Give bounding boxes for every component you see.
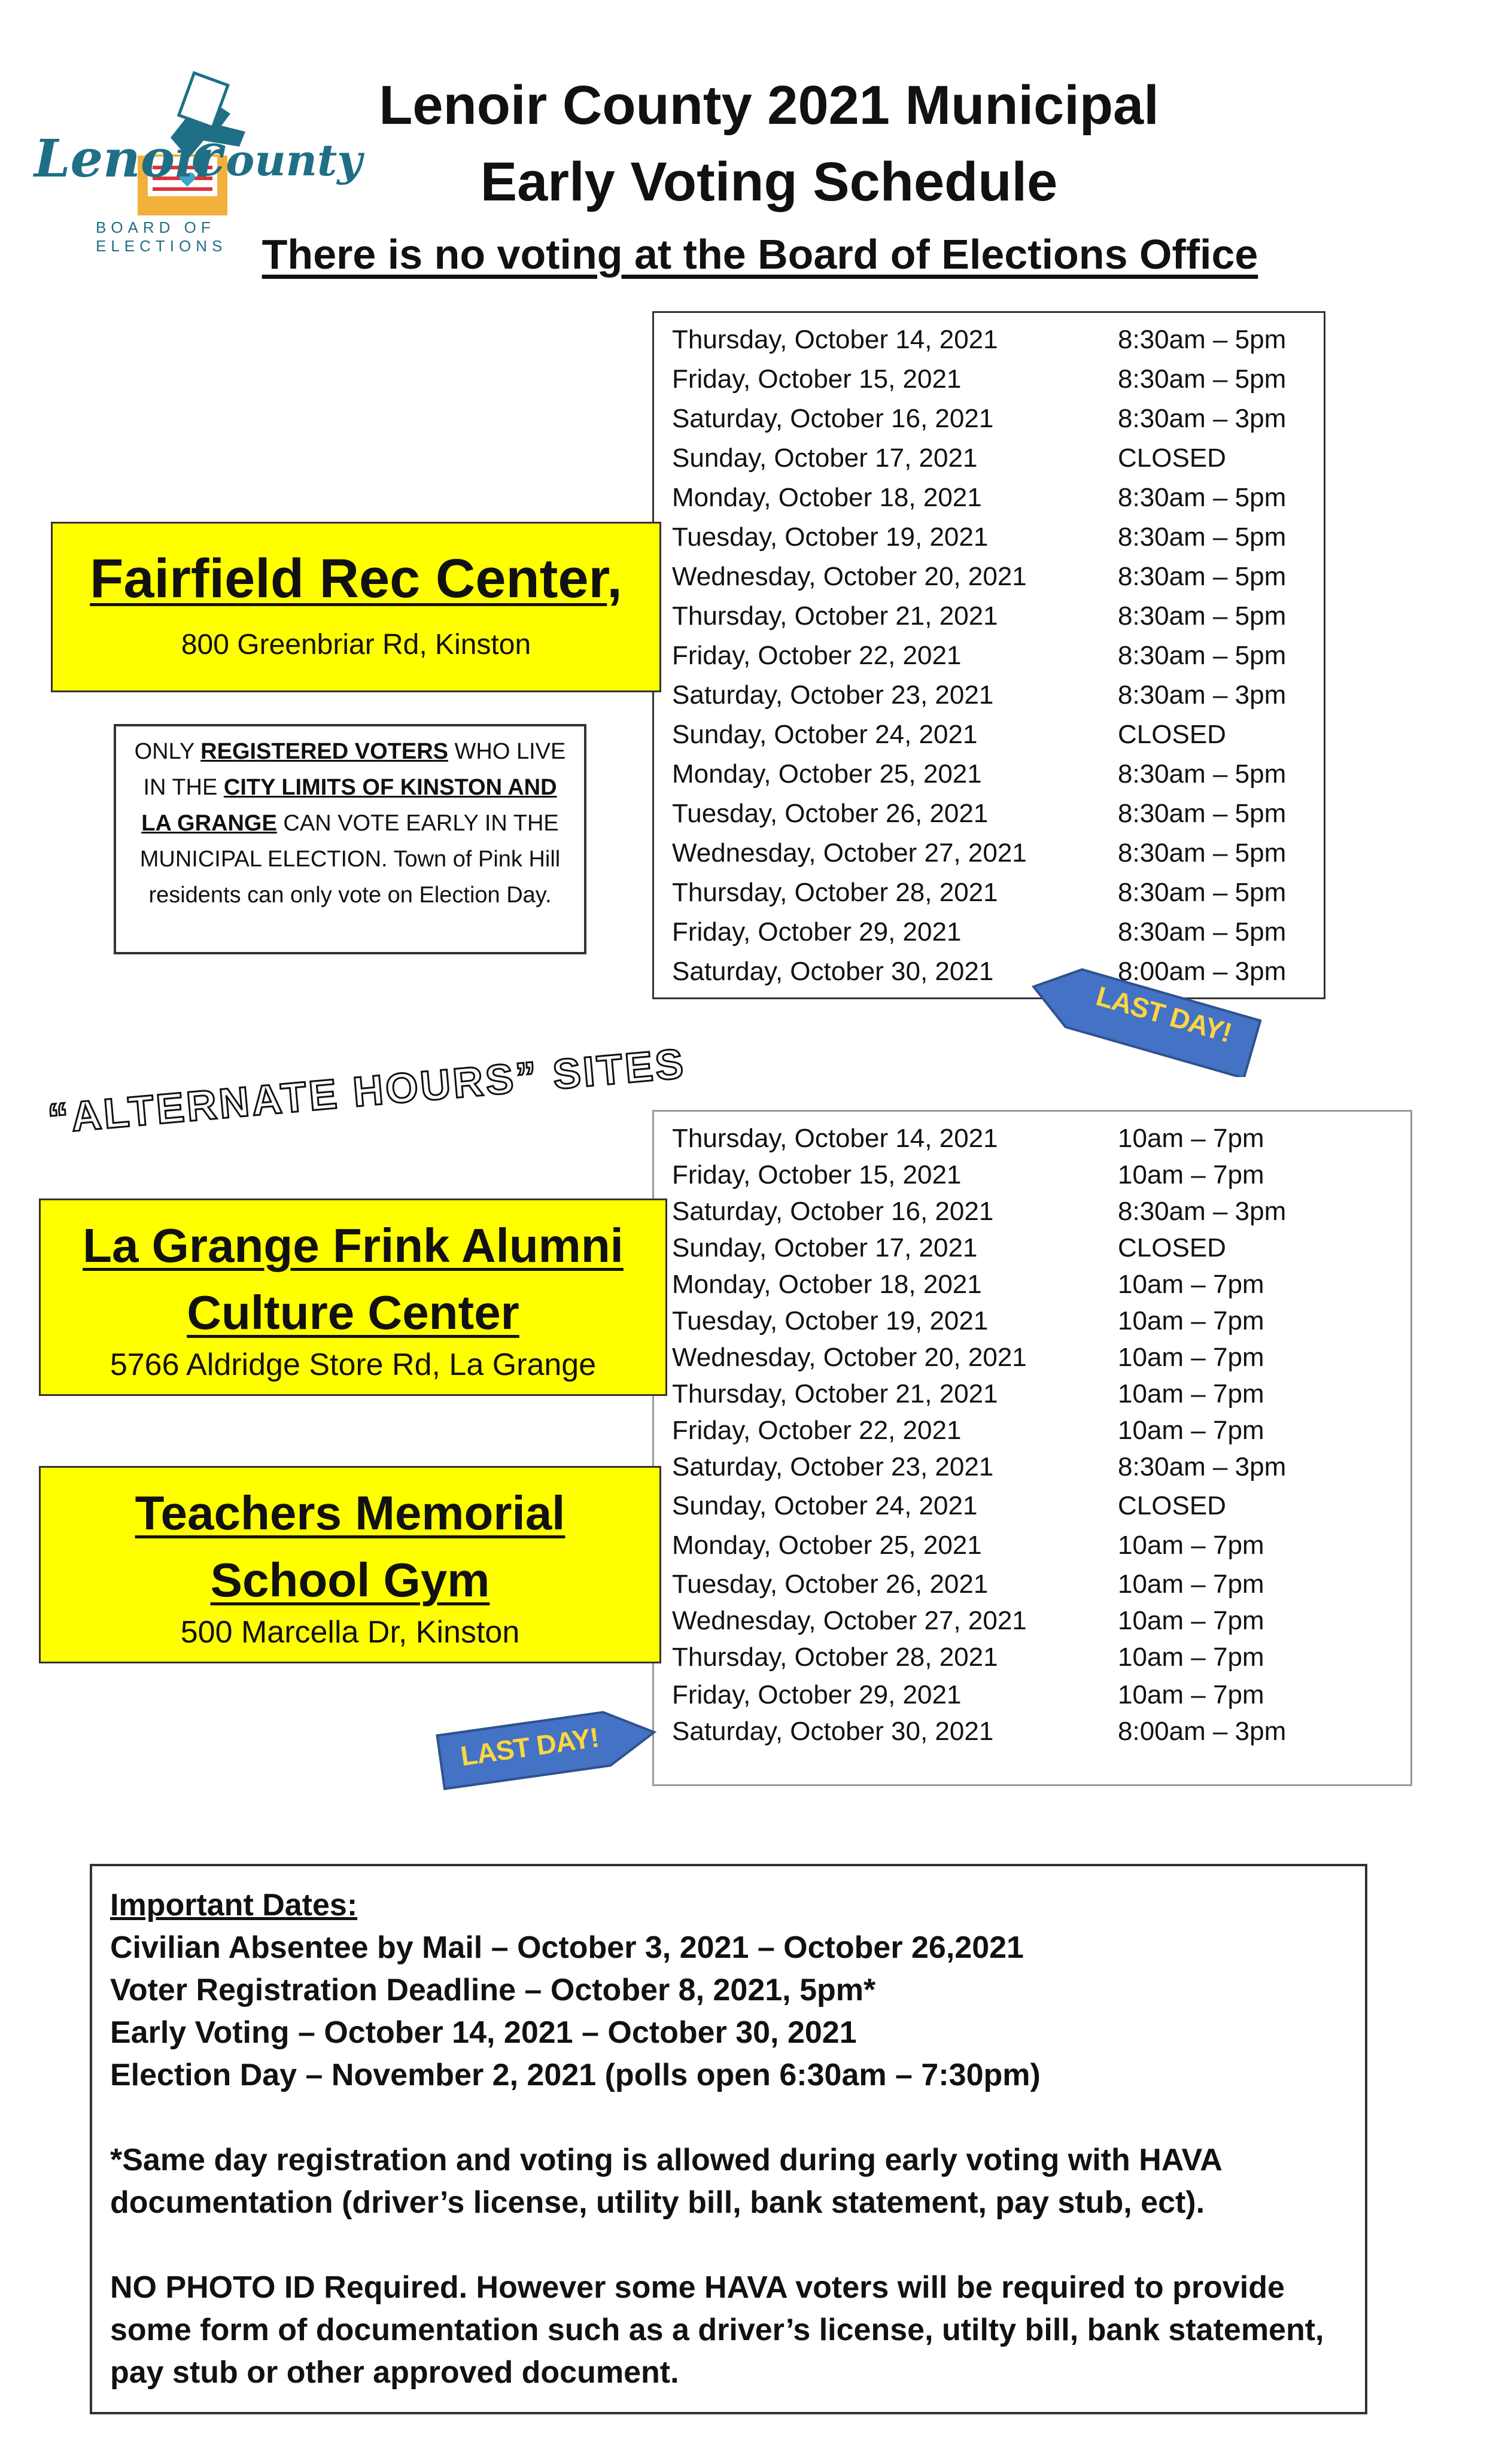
site-fairfield-name: Fairfield Rec Center: [90, 548, 607, 609]
site-lagrange: [39, 1198, 667, 1396]
logo-tagline: BOARD OF ELECTIONS: [96, 218, 227, 255]
site-fairfield-comma: ,: [607, 548, 622, 609]
important-line-registration: Voter Registration Deadline – October 8, 2021, 5pm*: [110, 1973, 876, 2007]
important-line-early-voting: Early Voting – October 14, 2021 – October 30, 2021: [110, 2015, 857, 2050]
site-fairfield-address: 800 Greenbriar Rd, Kinston: [181, 629, 531, 661]
last-day-label-2: LAST DAY!: [458, 1721, 601, 1772]
site-lagrange-name-line1: La Grange Frink Alumni: [83, 1219, 624, 1272]
site-lagrange-name-line2: Culture Center: [187, 1286, 519, 1339]
site-teachers-address: 500 Marcella Dr, Kinston: [180, 1615, 520, 1650]
site-teachers-name-line1: Teachers Memorial: [135, 1486, 565, 1540]
page-subtitle: There is no voting at the Board of Elections Office: [262, 231, 1258, 278]
last-day-label-1: LAST DAY!: [1093, 980, 1235, 1048]
site-fairfield: [51, 522, 661, 692]
important-dates-box: [90, 1864, 1367, 2414]
logo-county-text: County: [191, 135, 363, 185]
notice-city-limits: CITY LIMITS OF KINSTON AND LA GRANGE: [141, 775, 557, 836]
last-day-arrow-1: [1005, 957, 1275, 1077]
important-photo-id: NO PHOTO ID Required. However some HAVA voters will be required to provide some form of documentation such as a driver’s license, utilty bill, bank statement, pay stub or other approved document.: [110, 2270, 1324, 2390]
site-teachers-name-line2: School Gym: [210, 1553, 490, 1607]
important-same-day-registration: *Same day registration and voting is allowed during early voting with HAVA documentation (driver’s license, utility bill, bank statement, pay stub, ect).: [110, 2143, 1221, 2220]
notice-registered-voters: REGISTERED VOTERS: [200, 739, 448, 764]
last-day-arrow-2: [428, 1693, 667, 1801]
page-title-line2: Early Voting Schedule: [480, 151, 1058, 212]
eligibility-notice: ONLY REGISTERED VOTERS WHO LIVE IN THE CITY LIMITS OF KINSTON AND LA GRANGE CAN VOTE EARLY IN THE MUNICIPAL ELECTION. Town of Pink Hill residents can only vote on Election Day.: [114, 724, 586, 954]
lenoir-county-logo: [33, 66, 363, 255]
site-teachers: [39, 1466, 661, 1663]
schedule-fairfield: Thursday, October 14, 2021 8:30am – 5pm Friday, October 15, 2021 8:30am – 5pm Saturday, October 16, 2021 8:30am – 3pm Sunday, October 17, 2021 CLOSED Monday, October 18, 2021 8:30am – 5pm Tuesday, October 19, 2021 8:30am – 5pm Wednesday, October 20, 2021 8:30am – 5pm Thursday, October 21, 2021 8:30am – 5pm Friday, October 22, 2021 8:30am – 5pm Saturday, October 23, 2021 8:30am – 3pm Sunday, October 24, 2021 CLOSED Monday, October 25, 2021 8:30am – 5pm Tuesday, October 26, 2021 8:30am – 5pm Wednesday, October 27, 2021 8:30am – 5pm Thursday, October 28, 2021 8:30am – 5pm Friday, October 29, 2021 8:30am – 5pm Saturday, October 30, 2021 8:00am – 3pm: [652, 311, 1325, 999]
page-title-line1: Lenoir County 2021 Municipal: [379, 75, 1159, 136]
logo-lenoir-text: Lenoir: [34, 129, 222, 189]
important-heading: Important Dates:: [110, 1888, 358, 1922]
important-line-absentee: Civilian Absentee by Mail – October 3, 2021 – October 26,2021: [110, 1930, 1024, 1965]
important-line-election-day: Election Day – November 2, 2021 (polls open 6:30am – 7:30pm): [110, 2058, 1041, 2092]
schedule-alternate: Thursday, October 14, 2021 10am – 7pm Friday, October 15, 2021 10am – 7pm Saturday, October 16, 2021 8:30am – 3pm Sunday, October 17, 2021 CLOSED Monday, October 18, 2021 10am – 7pm Tuesday, October 19, 2021 10am – 7pm Wednesday, October 20, 2021 10am – 7pm Thursday, October 21, 2021 10am – 7pm Friday, October 22, 2021 10am – 7pm Saturday, October 23, 2021 8:30am – 3pm Sunday, October 24, 2021 CLOSED Monday, October 25, 2021 10am – 7pm Tuesday, October 26, 2021 10am – 7pm Wednesday, October 27, 2021 10am – 7pm Thursday, October 28, 2021 10am – 7pm Friday, October 29, 2021 10am – 7pm Saturday, October 30, 2021 8:00am – 3pm: [652, 1110, 1412, 1786]
alternate-hours-heading: “ALTERNATE HOURS” SITES: [45, 1039, 688, 1142]
site-lagrange-address: 5766 Aldridge Store Rd, La Grange: [110, 1347, 597, 1382]
